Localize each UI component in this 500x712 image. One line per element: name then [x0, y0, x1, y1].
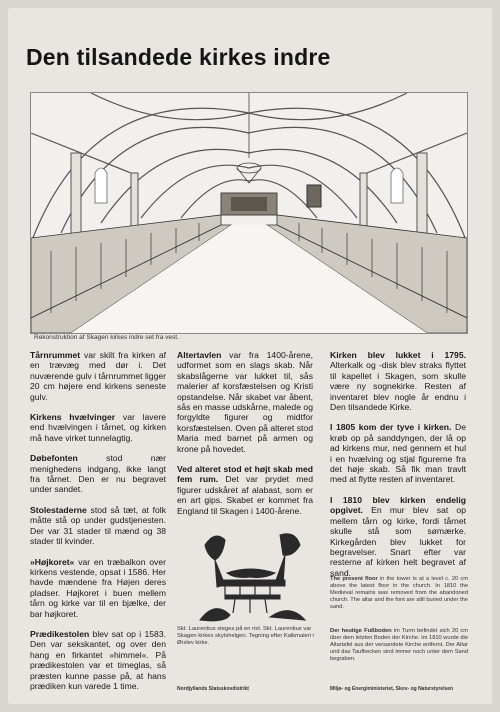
- paragraph-alabaster-cabinet: Ved alteret stod et højt skab med fem rum. Det var prydet med figurer udskåret af alabast, som er en art gips. Skabet er kommet fra England til Skagen i 1400-årene.: [177, 464, 313, 516]
- paragraph-pulpit: Prædikestolen blev sat op i 1583. Den var sekskantet, og over den hang en firkantet »himmel«. På prædikestolen var et timeglas, så præsten kunne passe på, at hans prædiken kun varede 1 time.: [30, 628, 166, 691]
- english-summary: The present floor in the tower is at a level c. 20 cm above the latest floor in the church. In 1810 the Medieval remains was removed from the abandoned church. The altar and the font are still buried under the sand.: [330, 576, 468, 610]
- text-column-1: [30, 350, 166, 701]
- paragraph-thieves-1805: I 1805 kom der tyve i kirken. De krøb op på sanddyngen, der lå op ad kirkens mur, ned gennem et hul i en hvælving og stjal figurerne fra det høje skab. Så fik man travlt med at flytte resten af inventaret.: [330, 422, 467, 485]
- paragraph-high-choir: »Højkoret« var en træbalkon over kirkens vestende, opsat i 1586. Her havde mændene fra Højen deres pladser. Højkoret i buen mellem tårn og kirke var til en bjælke, der bar højkoret.: [30, 556, 166, 619]
- paragraph-altarpiece: Altertavlen var fra 1400-årene, udformet som en slags skab. Når skabslågerne var lukket til, sås malerier af korsfæstelsen og Kristi opstandelse. Når skabet var åbent, sås en masse udskårne, malede og forgyldte figurer og midtfor korsfæstelsen. Oven på alteret stod Maria med barnet på armen og krone på hovedet.: [177, 350, 313, 454]
- woodcut-caption: Skt. Laurentius steges på en rist. Skt. Laurentius var Skagen kirkes skytshelgen. Tegning efter Kalkmaleri i Ørslev kirke.: [177, 626, 314, 646]
- german-summary: Der heutige Fußboden im Turm befindet sich 20 cm über dem letzten Boden der Kirche. Im 1810 wurde die Altartafel aus der versandete Kirche entfernt. Der Altar und das Taufbecken sind immer noch unter dem Sand begraben.: [330, 628, 468, 662]
- saint-laurentius-woodcut: [195, 525, 310, 625]
- paragraph-tower-room: Tårnrummet var skilt fra kirken af en trævæg med dør i. Det nuværende gulv i tårnrummet ligger 20 cm højere end kirkens seneste gulv.: [30, 350, 166, 402]
- illustration-caption: Rekonstruktion af Skagen kirkes indre set fra vest.: [34, 334, 179, 341]
- church-interior-illustration: [30, 92, 468, 334]
- footer-left: Nordjyllands Statsskovdistrikt: [177, 686, 249, 692]
- page-title: Den tilsandede kirkes indre: [26, 44, 331, 70]
- footer-right: Miljø- og Energiministeriet, Skov- og Naturstyrelsen: [330, 686, 454, 692]
- paragraph-abandoned-1810: I 1810 blev kirken endelig opgivet. En mur blev sat op mellem tårn og kirke, fordi tårnet skulle stå som sømærke. Kirkegården blev lukket for begravelser. Snart efter var resterne af kirken helt begravet af sand.: [330, 494, 466, 578]
- paragraph-vaults: Kirkens hvælvinger var lavere end hvælvingen i tårnet, og kirken må have virket tunnelagtig.: [30, 412, 166, 443]
- text-column-3: [330, 350, 466, 588]
- paragraph-closed-1795: Kirken blev lukket i 1795. Alterkalk og -disk blev straks flyttet til kapellet i Skagen, som skulle være ny sognekirke. Resten af inventaret blev nogle år endnu i Den tilsandede Kirke.: [330, 350, 466, 413]
- paragraph-pews: Stolestaderne stod så tæt, at folk måtte stå op under gudstjenesten. Der var 31 stader til mænd og 38 stader til kvinder.: [30, 504, 166, 547]
- paragraph-font: Døbefonten stod nær menighedens indgang, ikke langt fra tårnet. Den er nu begravet under sandet.: [30, 453, 166, 495]
- text-column-2: [177, 350, 313, 526]
